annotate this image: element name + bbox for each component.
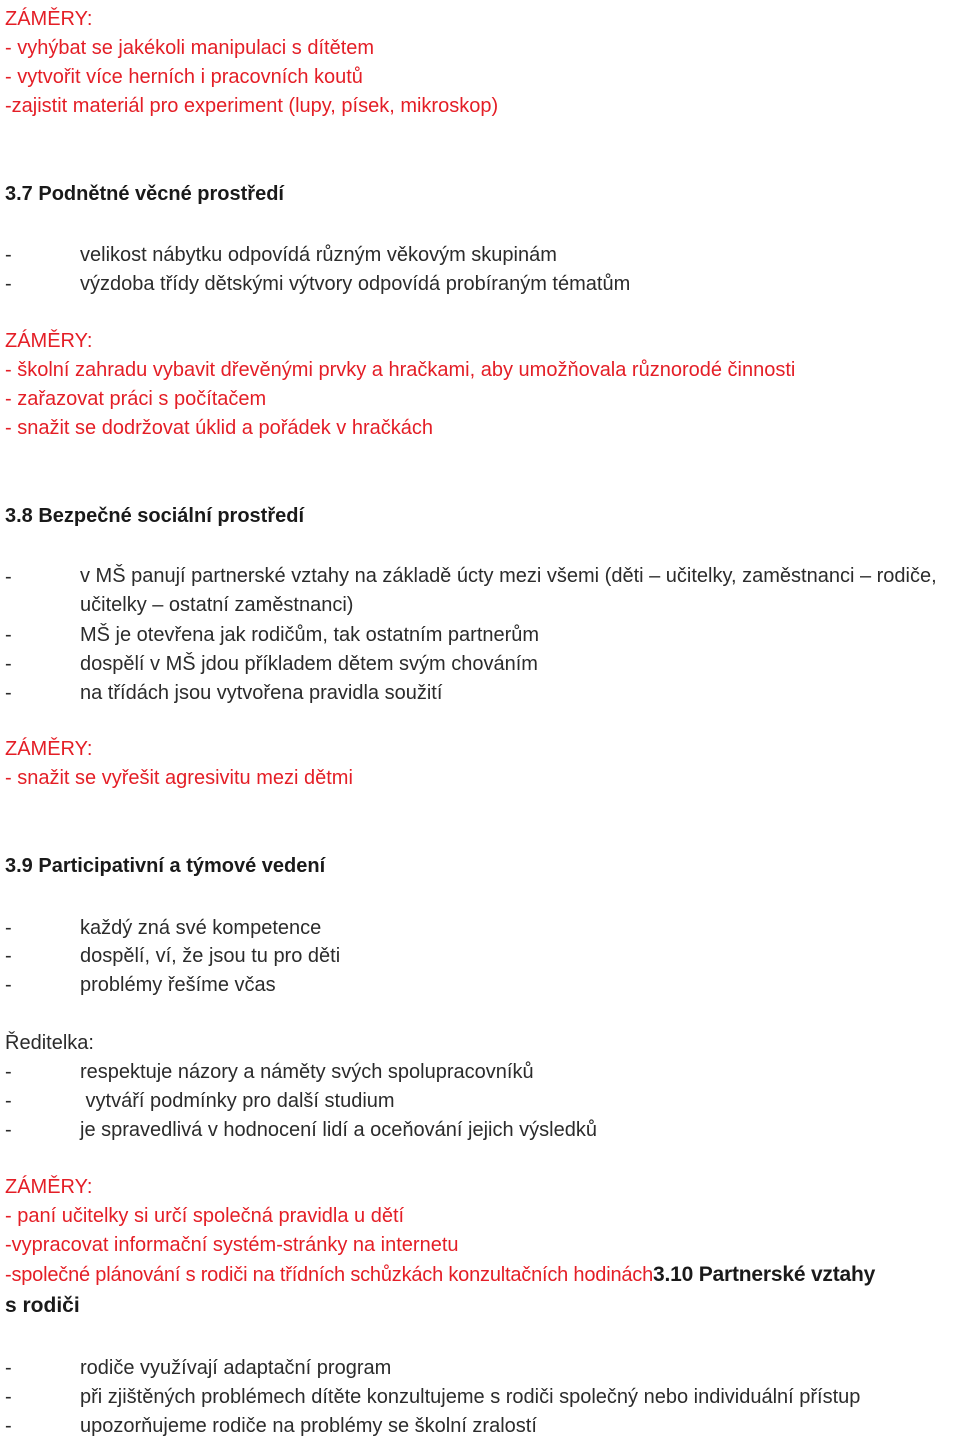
bullet-dash: - bbox=[5, 1119, 12, 1141]
bullet-item: každý zná své kompetence bbox=[80, 917, 322, 939]
bullet-dash: - bbox=[5, 273, 12, 295]
bullet-dash: - bbox=[5, 945, 12, 967]
bullet-item: dospělí v MŠ jdou příkladem dětem svým chováním bbox=[80, 653, 538, 675]
zamery-item: - snažit se vyřešit agresivitu mezi dětmi bbox=[5, 767, 353, 789]
bullet-item: v MŠ panují partnerské vztahy na základě úcty mezi všemi (děti – učitelky, zaměstnanci – rodiče, učitelky – ostatní zaměstnanci) bbox=[80, 565, 937, 616]
bullet-dash: - bbox=[5, 624, 12, 646]
bullet-item: vytváří podmínky pro další studium bbox=[80, 1090, 395, 1112]
bullet-dash: - bbox=[5, 1061, 12, 1083]
bullet-item: při zjištěných problémech dítěte konzultujeme s rodiči společný nebo individuální přístup bbox=[80, 1386, 861, 1408]
section-title: 3.10 Partnerské vztahy bbox=[653, 1263, 876, 1286]
bullet-dash: - bbox=[5, 917, 12, 939]
bullet-item: respektuje názory a náměty svých spolupracovníků bbox=[80, 1061, 534, 1083]
bullet-dash: - bbox=[5, 1090, 12, 1112]
mixed-line bbox=[5, 1263, 875, 1287]
section-title: 3.7 Podnětné věcné prostředí bbox=[5, 183, 284, 205]
bullet-dash: - bbox=[5, 974, 12, 996]
bullet-item: problémy řešíme včas bbox=[80, 974, 276, 996]
reditelka-label: Ředitelka: bbox=[5, 1032, 94, 1054]
zamery-item: -společné plánování s rodiči na třídních schůzkách konzultačních hodinách bbox=[5, 1264, 654, 1286]
bullet-item: je spravedlivá v hodnocení lidí a oceňování jejich výsledků bbox=[80, 1119, 597, 1141]
zamery-item: - snažit se dodržovat úklid a pořádek v hračkách bbox=[5, 417, 433, 439]
zamery-heading: ZÁMĚRY: bbox=[5, 738, 93, 760]
bullet-dash: - bbox=[5, 566, 12, 588]
bullet-dash: - bbox=[5, 1386, 12, 1408]
bullet-dash: - bbox=[5, 1415, 12, 1437]
zamery-item: - paní učitelky si určí společná pravidla u dětí bbox=[5, 1205, 405, 1227]
zamery-item: -zajistit materiál pro experiment (lupy, písek, mikroskop) bbox=[5, 95, 499, 117]
bullet-item: dospělí, ví, že jsou tu pro děti bbox=[80, 945, 341, 967]
zamery-item: - vyhýbat se jakékoli manipulaci s dítětem bbox=[5, 37, 375, 59]
bullet-dash: - bbox=[5, 244, 12, 266]
bullet-dash: - bbox=[5, 653, 12, 675]
zamery-heading: ZÁMĚRY: bbox=[5, 1176, 93, 1198]
bullet-item: na třídách jsou vytvořena pravidla soužití bbox=[80, 682, 443, 704]
bullet-item: rodiče využívají adaptační program bbox=[80, 1357, 392, 1379]
zamery-heading: ZÁMĚRY: bbox=[5, 330, 93, 352]
zamery-item: - vytvořit více herních i pracovních koutů bbox=[5, 66, 363, 88]
bullet-item: výzdoba třídy dětskými výtvory odpovídá probíraným tématům bbox=[80, 273, 631, 295]
bullet-item: velikost nábytku odpovídá různým věkovým skupinám bbox=[80, 244, 557, 266]
bullet-item: upozorňujeme rodiče na problémy se školní zralostí bbox=[80, 1415, 537, 1437]
zamery-item: -vypracovat informační systém-stránky na internetu bbox=[5, 1234, 459, 1256]
zamery-heading: ZÁMĚRY: bbox=[5, 8, 93, 30]
section-title: 3.9 Participativní a týmové vedení bbox=[5, 855, 326, 877]
zamery-item: - zařazovat práci s počítačem bbox=[5, 388, 267, 410]
bullet-dash: - bbox=[5, 1357, 12, 1379]
section-title: 3.8 Bezpečné sociální prostředí bbox=[5, 505, 304, 527]
zamery-item: - školní zahradu vybavit dřevěnými prvky a hračkami, aby umožňovala různorodé činnosti bbox=[5, 359, 796, 381]
section-title-continuation: s rodiči bbox=[5, 1294, 80, 1317]
bullet-dash: - bbox=[5, 682, 12, 704]
bullet-item: MŠ je otevřena jak rodičům, tak ostatním partnerům bbox=[80, 624, 540, 646]
